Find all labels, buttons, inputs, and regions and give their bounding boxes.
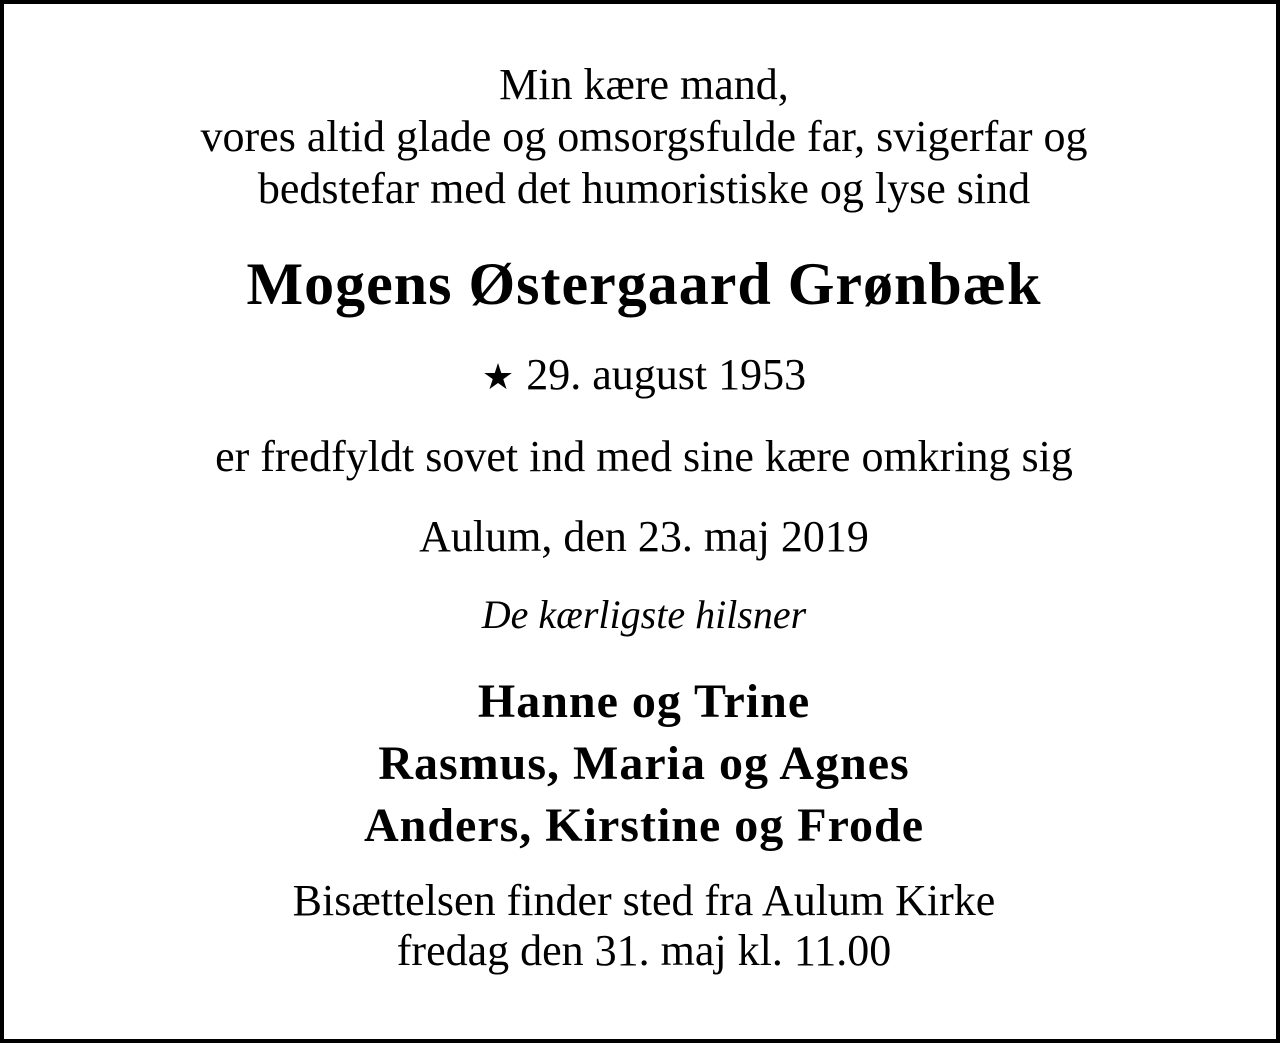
greeting: De kærligste hilsner	[481, 592, 807, 637]
intro-line: Min kære mand,	[499, 60, 789, 109]
funeral-line: fredag den 31. maj kl. 11.00	[396, 926, 892, 975]
star-icon: ★	[481, 357, 515, 398]
birth-date: 29. august 1953	[526, 350, 807, 399]
birth-line	[4, 348, 1280, 405]
deceased-name: Mogens Østergaard Grønbæk	[246, 251, 1042, 317]
funeral-info	[4, 876, 1280, 976]
funeral-line: Bisættelsen finder sted fra Aulum Kirke	[292, 876, 996, 925]
place-date: Aulum, den 23. maj 2019	[419, 512, 869, 561]
family-line: Anders, Kirstine og Frode	[363, 799, 925, 852]
intro-text	[4, 59, 1280, 215]
intro-line: bedstefar med det humoristiske og lyse sind	[257, 164, 1031, 213]
intro-line: vores altid glade og omsorgsfulde far, svigerfar og	[200, 112, 1088, 161]
family-line: Rasmus, Maria og Agnes	[378, 737, 910, 790]
passing-text: er fredfyldt sovet ind med sine kære omkring sig	[215, 432, 1073, 481]
family-names	[4, 671, 1280, 857]
family-line: Hanne og Trine	[477, 675, 811, 728]
